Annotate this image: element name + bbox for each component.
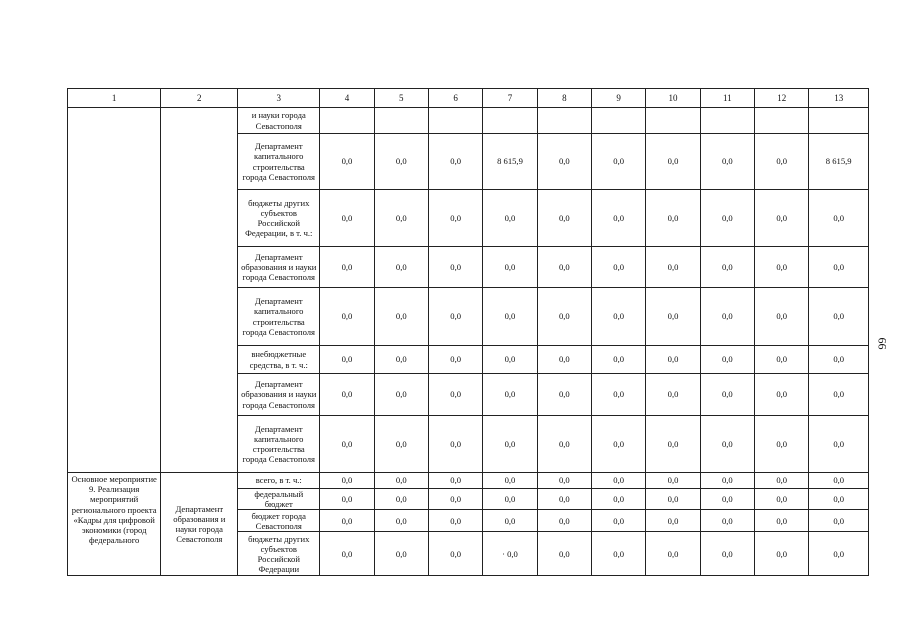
value-cell: 0,0 (809, 416, 869, 473)
value-cell: 0,0 (374, 288, 428, 346)
value-cell: 0,0 (755, 247, 809, 288)
activity-name: Основное мероприятие 9. Реализация мероприятий регионального проекта «Кадры для цифровой экономики (город федерального (68, 473, 161, 576)
value-cell: 0,0 (428, 346, 482, 374)
value-cell: 0,0 (700, 247, 754, 288)
value-cell: 0,0 (320, 473, 374, 489)
funding-source-label: всего, в т. ч.: (238, 473, 320, 489)
value-cell: 0,0 (320, 510, 374, 532)
value-cell: 0,0 (592, 346, 646, 374)
value-cell: 0,0 (646, 416, 700, 473)
value-cell: 0,0 (428, 288, 482, 346)
value-cell: 0,0 (537, 190, 591, 247)
value-cell: 0,0 (537, 489, 591, 510)
value-cell: 0,0 (537, 374, 591, 416)
value-cell: 0,0 (646, 346, 700, 374)
page-number: 66 (875, 337, 890, 350)
value-cell (809, 108, 869, 134)
value-cell: 0,0 (809, 489, 869, 510)
value-cell: 0,0 (700, 346, 754, 374)
value-cell: 0,0 (320, 134, 374, 190)
value-cell: 0,0 (320, 416, 374, 473)
value-cell: 0,0 (320, 489, 374, 510)
funding-source-label: внебюджетные средства, в т. ч.: (238, 346, 320, 374)
value-cell: 0,0 (374, 346, 428, 374)
value-cell: 0,0 (592, 416, 646, 473)
value-cell: 0,0 (428, 510, 482, 532)
value-cell: 0,0 (700, 374, 754, 416)
value-cell: 0,0 (483, 416, 537, 473)
value-cell: 0,0 (700, 489, 754, 510)
value-cell: 0,0 (755, 510, 809, 532)
funding-source-label: Департамент образования и науки города Севастополя (238, 374, 320, 416)
value-cell: 0,0 (700, 532, 754, 576)
value-cell: 0,0 (592, 190, 646, 247)
table-row (68, 473, 869, 489)
value-cell: 0,0 (700, 190, 754, 247)
value-cell: 0,0 (592, 288, 646, 346)
value-cell: 0,0 (374, 134, 428, 190)
value-cell: 0,0 (592, 489, 646, 510)
header-cell: 3 (238, 89, 320, 108)
value-cell: 0,0 (809, 532, 869, 576)
value-cell (374, 108, 428, 134)
value-cell: 0,0 (809, 346, 869, 374)
activity-cell-continued (68, 108, 161, 473)
value-cell: 0,0 (755, 190, 809, 247)
value-cell: 0,0 (374, 532, 428, 576)
value-cell: 0,0 (646, 510, 700, 532)
value-cell: 0,0 (374, 489, 428, 510)
value-cell: 0,0 (755, 532, 809, 576)
value-cell: 0,0 (320, 346, 374, 374)
executor-cell-continued (161, 108, 238, 473)
funding-source-label: федеральный бюджет (238, 489, 320, 510)
value-cell: 0,0 (374, 247, 428, 288)
header-cell: 11 (700, 89, 754, 108)
header-cell: 2 (161, 89, 238, 108)
value-cell: 0,0 (592, 473, 646, 489)
value-cell: 0,0 (809, 288, 869, 346)
value-cell: 0,0 (755, 288, 809, 346)
value-cell: 0,0 (592, 532, 646, 576)
value-cell: 0,0 (374, 473, 428, 489)
value-cell: 0,0 (646, 489, 700, 510)
value-cell: 0,0 (809, 374, 869, 416)
value-cell: 0,0 (428, 247, 482, 288)
value-cell: 0,0 (428, 190, 482, 247)
value-cell: 0,0 (483, 288, 537, 346)
value-cell: 0,0 (537, 288, 591, 346)
value-cell: 0,0 (483, 190, 537, 247)
value-cell: 0,0 (755, 134, 809, 190)
value-cell: 0,0 (374, 510, 428, 532)
value-cell: 0,0 (755, 473, 809, 489)
funding-source-label: Департамент образования и науки города Севастополя (238, 247, 320, 288)
value-cell: 0,0 (809, 473, 869, 489)
value-cell: 0,0 (809, 247, 869, 288)
funding-source-label: и науки города Севастополя (238, 108, 320, 134)
funding-source-label: бюджет города Севастополя (238, 510, 320, 532)
value-cell: 0,0 (592, 247, 646, 288)
value-cell: 0,0 (374, 374, 428, 416)
header-cell: 1 (68, 89, 161, 108)
value-cell: 0,0 (700, 134, 754, 190)
value-cell: 0,0 (320, 288, 374, 346)
value-cell: 0,0 (537, 532, 591, 576)
value-cell (700, 108, 754, 134)
value-cell: 0,0 (428, 134, 482, 190)
value-cell: 0,0 (537, 473, 591, 489)
funding-source-label: Департамент капитального строительства города Севастополя (238, 416, 320, 473)
value-cell: 0,0 (537, 510, 591, 532)
value-cell (320, 108, 374, 134)
value-cell: 0,0 (320, 374, 374, 416)
funding-source-label: Департамент капитального строительства города Севастополя (238, 288, 320, 346)
value-cell: 8 615,9 (483, 134, 537, 190)
funding-source-label: бюджеты других субъектов Российской Федерации, в т. ч.: (238, 190, 320, 247)
value-cell: 0,0 (700, 288, 754, 346)
value-cell: 0,0 (592, 134, 646, 190)
value-cell: 0,0 (700, 473, 754, 489)
value-cell: 0,0 (483, 346, 537, 374)
value-cell: 0,0 (809, 510, 869, 532)
header-cell: 5 (374, 89, 428, 108)
header-cell: 13 (809, 89, 869, 108)
value-cell: 0,0 (537, 346, 591, 374)
header-cell: 7 (483, 89, 537, 108)
value-cell: 0,0 (592, 374, 646, 416)
header-cell: 8 (537, 89, 591, 108)
header-cell: 9 (592, 89, 646, 108)
value-cell (483, 108, 537, 134)
executor-name: Департамент образования и науки города Севастополя (161, 473, 238, 576)
value-cell: 0,0 (646, 374, 700, 416)
header-cell: 12 (755, 89, 809, 108)
value-cell: 0,0 (428, 473, 482, 489)
value-cell: 0,0 (646, 473, 700, 489)
budget-table (67, 88, 869, 576)
value-cell: 0,0 (428, 416, 482, 473)
value-cell: 0,0 (320, 190, 374, 247)
value-cell: 0,0 (755, 374, 809, 416)
value-cell (537, 108, 591, 134)
value-cell: 0,0 (537, 416, 591, 473)
value-cell: 0,0 (646, 134, 700, 190)
value-cell: 0,0 (646, 532, 700, 576)
value-cell: 0,0 (428, 489, 482, 510)
value-cell: 0,0 (592, 510, 646, 532)
value-cell: 0,0 (428, 374, 482, 416)
header-cell: 6 (428, 89, 482, 108)
table-row (68, 108, 869, 134)
value-cell: 0,0 (755, 489, 809, 510)
value-cell: 0,0 (755, 416, 809, 473)
value-cell: 0,0 (483, 247, 537, 288)
value-cell: 0,0 (374, 190, 428, 247)
value-cell (646, 108, 700, 134)
value-cell (755, 108, 809, 134)
value-cell: 0,0 (483, 374, 537, 416)
value-cell: 0,0 (646, 190, 700, 247)
column-number-header (68, 89, 869, 108)
header-cell: 10 (646, 89, 700, 108)
funding-source-label: бюджеты других субъектов Российской Федерации (238, 532, 320, 576)
value-cell: 8 615,9 (809, 134, 869, 190)
value-cell (592, 108, 646, 134)
value-cell: 0,0 (809, 190, 869, 247)
value-cell (428, 108, 482, 134)
value-cell: 0,0 (483, 473, 537, 489)
header-cell: 4 (320, 89, 374, 108)
value-cell: 0,0 (374, 416, 428, 473)
value-cell: 0,0 (755, 346, 809, 374)
value-cell: 0,0 (483, 489, 537, 510)
value-cell: 0,0 (537, 247, 591, 288)
value-cell: 0,0 (646, 247, 700, 288)
value-cell: 0,0 (700, 510, 754, 532)
funding-source-label: Департамент капитального строительства города Севастополя (238, 134, 320, 190)
value-cell: 0,0 (320, 247, 374, 288)
value-cell: 0,0 (483, 510, 537, 532)
value-cell: 0,0 (646, 288, 700, 346)
value-cell: 0,0 (700, 416, 754, 473)
value-cell: 0,0 (537, 134, 591, 190)
value-cell: 0,0 (320, 532, 374, 576)
value-cell: 0,0 (428, 532, 482, 576)
value-cell: · 0,0 (483, 532, 537, 576)
